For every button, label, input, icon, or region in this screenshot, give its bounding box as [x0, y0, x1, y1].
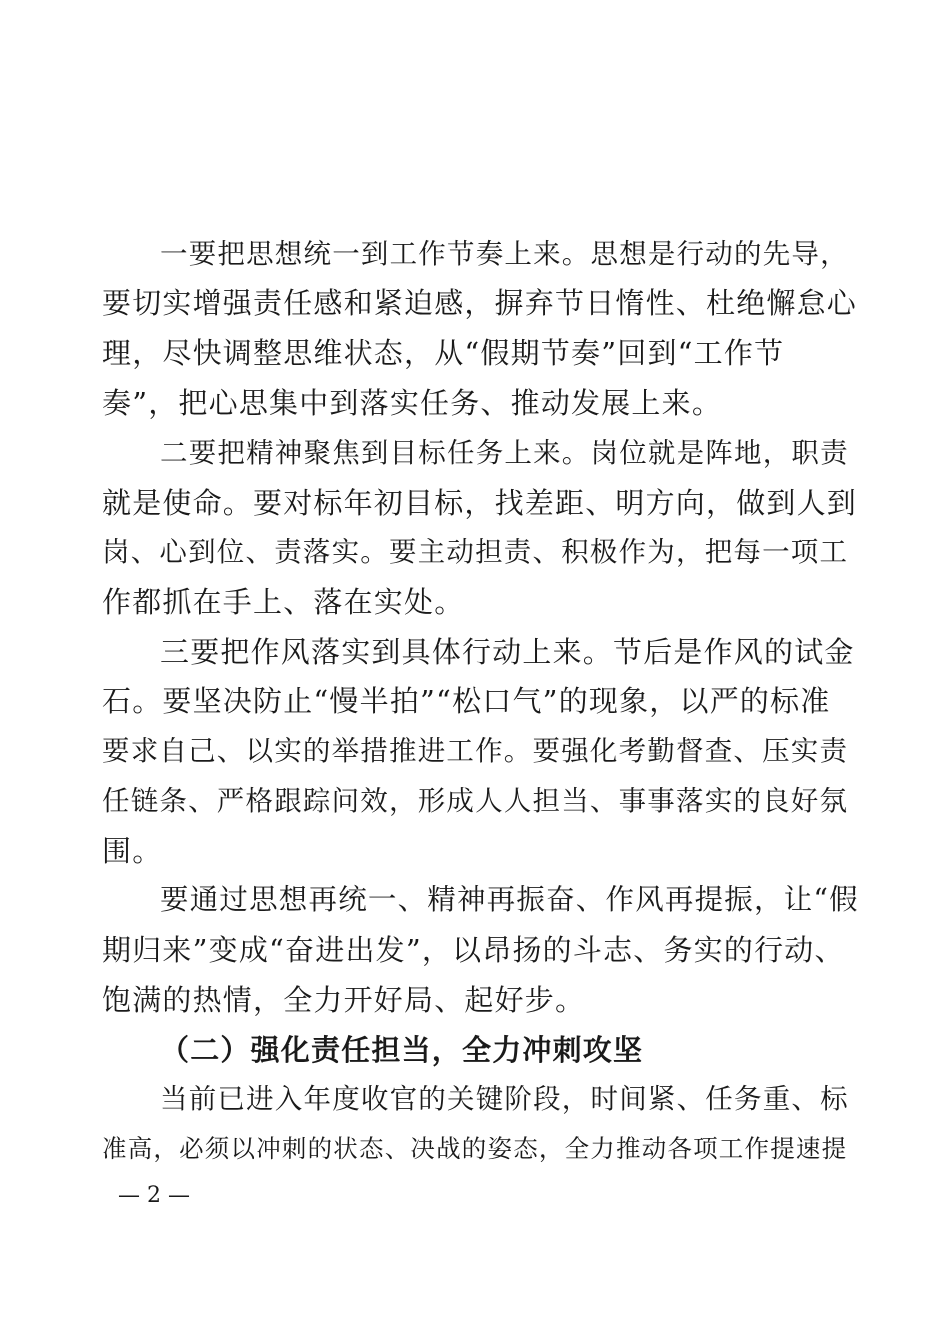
paragraph-3-line-2: 石。要坚决防止“慢半拍”“松口气”的现象，以严的标准 [102, 684, 831, 718]
paragraph-5-line-2: 准高，必须以冲刺的状态、决战的姿态，全力推动各项工作提速提 [102, 1134, 848, 1163]
paragraph-1-line-4: 奏”，把心思集中到落实任务、推动发展上来。 [102, 386, 723, 420]
paragraph-5-line-1: 当前已进入年度收官的关键阶段，时间紧、任务重、标 [160, 1083, 849, 1115]
section-heading: （二）强化责任担当，全力冲刺攻坚 [160, 1033, 644, 1067]
paragraph-3-line-5: 围。 [102, 834, 163, 868]
paragraph-4-line-1: 要通过思想再统一、精神再振奋、作风再提振，让“假 [160, 883, 859, 916]
paragraph-2-line-4: 作都抓在手上、落在实处。 [102, 585, 465, 619]
paragraph-1-line-3: 理，尽快调整思维状态，从“假期节奏”回到“工作节 [102, 336, 785, 370]
paragraph-4-line-3: 饱满的热情，全力开好局、起好步。 [102, 983, 586, 1017]
page-number: — 2 — [118, 1183, 190, 1208]
paragraph-1-line-1: 一要把思想统一到工作节奏上来。思想是行动的先导， [160, 238, 849, 270]
paragraph-2-line-1: 二要把精神聚焦到目标任务上来。岗位就是阵地，职责 [160, 437, 849, 469]
paragraph-4-line-2: 期归来”变成“奋进出发”，以昂扬的斗志、务实的行动、 [102, 933, 845, 967]
paragraph-1-line-2: 要切实增强责任感和紧迫感，摒弃节日惰性、杜绝懈怠心 [102, 286, 858, 320]
paragraph-2-line-3: 岗、心到位、责落实。要主动担责、积极作为，把每一项工 [102, 536, 849, 568]
paragraph-3-line-4: 任链条、严格跟踪问效，形成人人担当、事事落实的良好氛 [102, 785, 849, 817]
paragraph-3-line-1: 三要把作风落实到具体行动上来。节后是作风的试金 [160, 635, 855, 669]
paragraph-3-line-3: 要求自己、以实的举措推进工作。要强化考勤督查、压实责 [102, 735, 849, 767]
paragraph-2-line-2: 就是使命。要对标年初目标，找差距、明方向，做到人到 [102, 486, 858, 520]
